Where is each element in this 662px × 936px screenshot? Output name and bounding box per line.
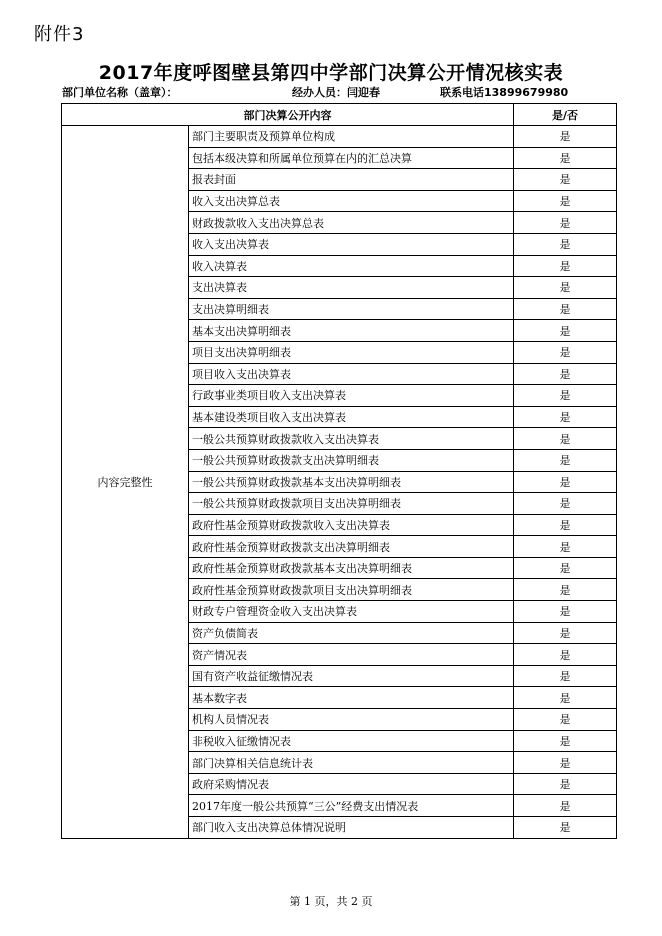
answer-cell: 是 <box>514 730 617 752</box>
header-answer: 是/否 <box>514 104 617 126</box>
answer-cell: 是 <box>514 601 617 623</box>
answer-cell: 是 <box>514 212 617 234</box>
answer-cell: 是 <box>514 190 617 212</box>
item-cell: 项目支出决算明细表 <box>189 341 514 363</box>
answer-cell: 是 <box>514 709 617 731</box>
item-cell: 2017年度一般公共预算“三公”经费支出情况表 <box>189 795 514 817</box>
answer-cell: 是 <box>514 665 617 687</box>
table-header-row <box>62 104 617 126</box>
item-cell: 财政专户管理资金收入支出决算表 <box>189 601 514 623</box>
answer-cell: 是 <box>514 536 617 558</box>
answer-cell: 是 <box>514 428 617 450</box>
answer-cell: 是 <box>514 233 617 255</box>
answer-cell: 是 <box>514 385 617 407</box>
header-content: 部门决算公开内容 <box>62 104 514 126</box>
answer-cell: 是 <box>514 169 617 191</box>
item-cell: 行政事业类项目收入支出决算表 <box>189 385 514 407</box>
item-cell: 包括本级决算和所属单位预算在内的汇总决算 <box>189 147 514 169</box>
item-cell: 资产负债简表 <box>189 622 514 644</box>
item-cell: 一般公共预算财政拨款基本支出决算明细表 <box>189 471 514 493</box>
table-row <box>62 126 617 148</box>
answer-cell: 是 <box>514 752 617 774</box>
item-cell: 财政拨款收入支出决算总表 <box>189 212 514 234</box>
answer-cell: 是 <box>514 341 617 363</box>
answer-cell: 是 <box>514 471 617 493</box>
item-cell: 收入支出决算表 <box>189 233 514 255</box>
item-cell: 非税收入征缴情况表 <box>189 730 514 752</box>
item-cell: 基本数字表 <box>189 687 514 709</box>
item-cell: 支出决算明细表 <box>189 298 514 320</box>
item-cell: 资产情况表 <box>189 644 514 666</box>
item-cell: 政府性基金预算财政拨款项目支出决算明细表 <box>189 579 514 601</box>
answer-cell: 是 <box>514 298 617 320</box>
handler-label: 经办人员：闫迎春 <box>292 86 380 99</box>
item-cell: 支出决算表 <box>189 277 514 299</box>
answer-cell: 是 <box>514 557 617 579</box>
answer-cell: 是 <box>514 773 617 795</box>
item-cell: 收入支出决算总表 <box>189 190 514 212</box>
answer-cell: 是 <box>514 514 617 536</box>
answer-cell: 是 <box>514 817 617 839</box>
category-cell: 内容完整性 <box>62 126 189 839</box>
item-cell: 部门收入支出决算总体情况说明 <box>189 817 514 839</box>
item-cell: 政府性基金预算财政拨款收入支出决算表 <box>189 514 514 536</box>
answer-cell: 是 <box>514 320 617 342</box>
phone-label: 联系电话13899679980 <box>440 86 569 99</box>
answer-cell: 是 <box>514 126 617 148</box>
item-cell: 部门决算相关信息统计表 <box>189 752 514 774</box>
answer-cell: 是 <box>514 622 617 644</box>
answer-cell: 是 <box>514 147 617 169</box>
answer-cell: 是 <box>514 255 617 277</box>
answer-cell: 是 <box>514 449 617 471</box>
item-cell: 收入决算表 <box>189 255 514 277</box>
item-cell: 基本建设类项目收入支出决算表 <box>189 406 514 428</box>
answer-cell: 是 <box>514 277 617 299</box>
item-cell: 政府性基金预算财政拨款支出决算明细表 <box>189 536 514 558</box>
item-cell: 政府性基金预算财政拨款基本支出决算明细表 <box>189 557 514 579</box>
answer-cell: 是 <box>514 493 617 515</box>
attachment-label: 附件3 <box>34 24 85 45</box>
page-footer: 第 1 页，共 2 页 <box>289 895 373 908</box>
item-cell: 一般公共预算财政拨款收入支出决算表 <box>189 428 514 450</box>
answer-cell: 是 <box>514 795 617 817</box>
item-cell: 基本支出决算明细表 <box>189 320 514 342</box>
table-body <box>62 126 617 839</box>
item-cell: 项目收入支出决算表 <box>189 363 514 385</box>
answer-cell: 是 <box>514 687 617 709</box>
page-title: 2017年度呼图壁县第四中学部门决算公开情况核实表 <box>98 62 564 84</box>
verification-table <box>61 103 617 839</box>
item-cell: 政府采购情况表 <box>189 773 514 795</box>
item-cell: 部门主要职责及预算单位构成 <box>189 126 514 148</box>
item-cell: 一般公共预算财政拨款项目支出决算明细表 <box>189 493 514 515</box>
item-cell: 一般公共预算财政拨款支出决算明细表 <box>189 449 514 471</box>
item-cell: 国有资产收益征缴情况表 <box>189 665 514 687</box>
answer-cell: 是 <box>514 579 617 601</box>
answer-cell: 是 <box>514 406 617 428</box>
unit-name-label: 部门单位名称（盖章）： <box>62 86 178 99</box>
item-cell: 报表封面 <box>189 169 514 191</box>
answer-cell: 是 <box>514 363 617 385</box>
answer-cell: 是 <box>514 644 617 666</box>
item-cell: 机构人员情况表 <box>189 709 514 731</box>
